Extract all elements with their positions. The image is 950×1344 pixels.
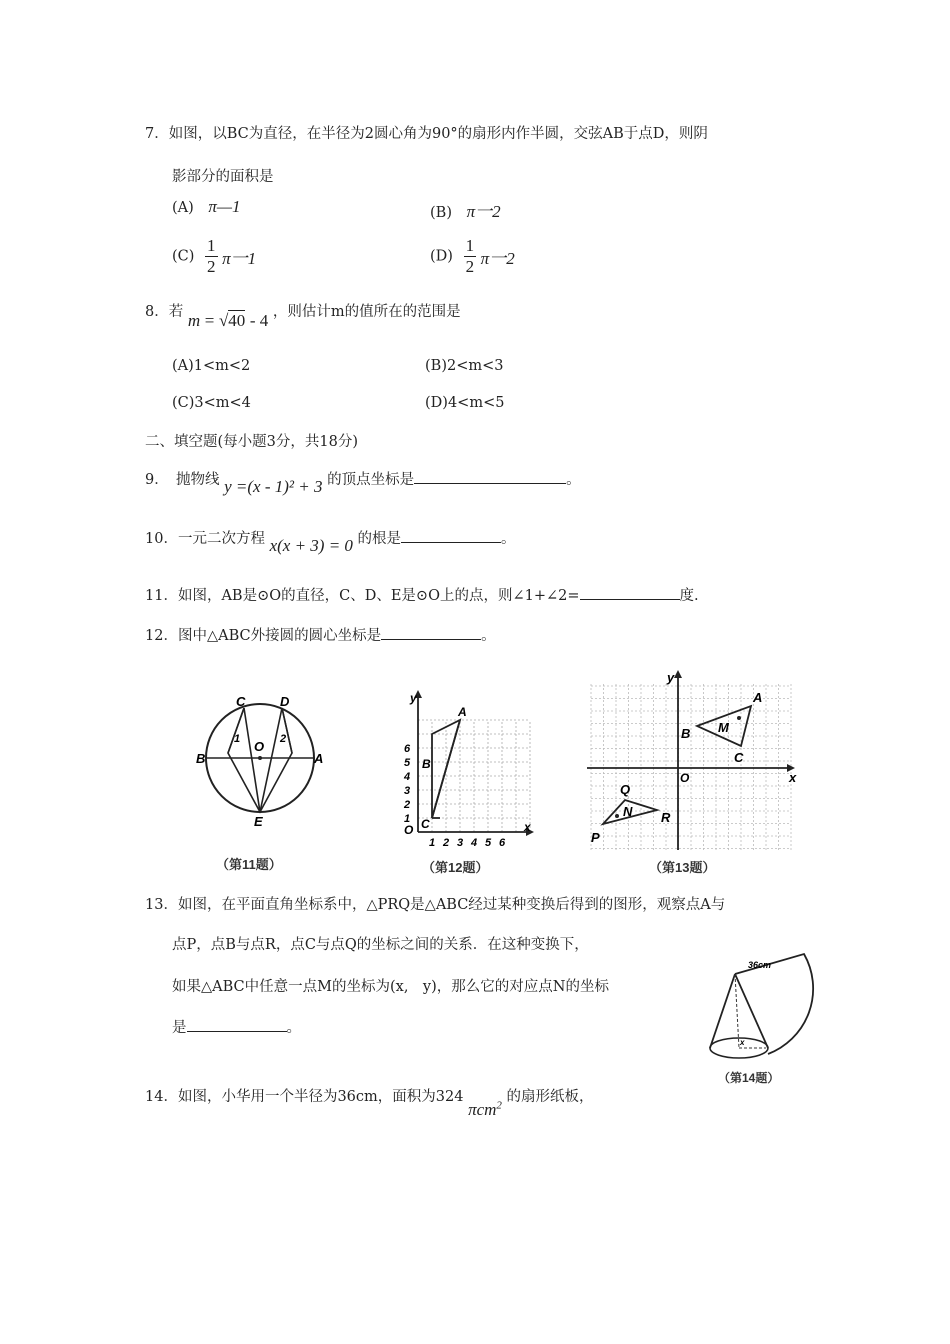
- angle-1: 1: [234, 733, 241, 745]
- q10-end: 。: [501, 531, 516, 547]
- chord-de: [260, 708, 282, 812]
- label-b: B: [196, 751, 206, 766]
- q7-line1: 7．如图，以BC为直径，在半径为2圆心角为90°的扇形内作半圆，交弦AB于点D，则阴: [145, 126, 708, 142]
- chord-cb: [228, 708, 244, 753]
- q14-text: 14．如图，小华用一个半径为36cm，面积为324: [145, 1089, 464, 1105]
- label-q: Q: [620, 782, 631, 797]
- x-tick-label: 1: [429, 837, 436, 849]
- label-c: C: [734, 750, 744, 765]
- q9-suffix: 的顶点坐标是: [327, 472, 415, 488]
- label-b: B: [681, 726, 691, 741]
- y-tick-label: 3: [404, 785, 411, 797]
- label-a: A: [753, 690, 763, 705]
- q7-option-a: [172, 197, 241, 217]
- label-m: M: [718, 720, 729, 735]
- y-tick-labels: [403, 743, 411, 825]
- q7-line2: 影部分的面积是: [172, 169, 274, 185]
- grid: [418, 720, 530, 832]
- fraction-denominator: 2: [207, 257, 216, 276]
- answer-blank[interactable]: [401, 528, 501, 543]
- sqrt-icon: √40: [218, 311, 246, 330]
- label-b: B: [422, 757, 431, 771]
- x-tick-labels: [429, 837, 506, 849]
- x-tick-label: 4: [471, 837, 478, 849]
- chord-da: [282, 708, 292, 753]
- point-m: [737, 716, 741, 720]
- x-tick-label: 6: [499, 837, 506, 849]
- q8-m: m: [187, 311, 201, 330]
- label-e: E: [254, 814, 263, 829]
- unit-exponent: 2: [496, 1099, 502, 1112]
- q13-line4: [172, 1016, 301, 1037]
- q13-prefix: 是: [172, 1020, 187, 1036]
- q8-prefix: 8．若: [145, 304, 184, 320]
- slant-label: 36cm: [748, 960, 772, 970]
- figure-13: [583, 664, 805, 878]
- label-n: N: [623, 804, 633, 819]
- x-tick-label: 5: [485, 837, 492, 849]
- caption-13: （第13题）: [649, 860, 716, 875]
- point-n: [615, 814, 619, 818]
- fraction-denominator: 2: [465, 257, 475, 276]
- q12-text: 12．图中△ABC外接圆的圆心坐标是: [145, 628, 382, 644]
- figure-14: [700, 948, 820, 1090]
- cone-right-edge: [735, 974, 768, 1048]
- option-value: π一2: [466, 202, 501, 221]
- q10-formula: x(x + 3) = 0: [269, 536, 353, 555]
- q11-end: 度.: [679, 588, 699, 604]
- q14-unit: [468, 1100, 502, 1119]
- q7-option-b: [430, 197, 501, 222]
- option-value: π一1: [222, 249, 257, 268]
- answer-blank[interactable]: [414, 469, 566, 484]
- y-tick-label: 1: [404, 813, 411, 825]
- label-p: P: [591, 830, 600, 845]
- q9-end: 。: [566, 472, 581, 488]
- answer-blank[interactable]: [580, 585, 680, 600]
- section-heading: 二、填空题(每小题3分，共18分): [145, 434, 358, 450]
- x-tick-label: 3: [457, 837, 464, 849]
- option-label: (C): [172, 248, 195, 265]
- y-tick-label: 6: [404, 743, 411, 755]
- label-a: A: [458, 705, 467, 719]
- x-tick-label: 2: [443, 837, 450, 849]
- y-tick-label: 2: [404, 799, 411, 811]
- cone-height: [735, 974, 739, 1048]
- q10-suffix: 的根是: [357, 531, 402, 547]
- q8-option-c: (C)3<m<4: [172, 395, 251, 411]
- cone-left-edge: [710, 974, 735, 1048]
- figure-12: [396, 688, 541, 880]
- radius-label: x: [740, 1038, 745, 1047]
- option-value: π—1: [208, 197, 241, 216]
- angle-2: 2: [280, 733, 287, 745]
- caption-12: （第12题）: [422, 860, 489, 875]
- q8-option-b: (B)2<m<3: [425, 358, 504, 374]
- option-label: (B): [430, 205, 452, 221]
- q7-option-d: [430, 236, 515, 277]
- figure-11: [196, 672, 336, 882]
- label-c: C: [421, 817, 430, 831]
- q8-radicand: 40: [228, 311, 246, 330]
- origin-label: O: [680, 771, 690, 785]
- x-axis-label: x: [524, 820, 531, 834]
- center-dot: [258, 756, 262, 760]
- y-axis-label: y: [410, 691, 417, 705]
- q14-suffix: 的扇形纸板，: [506, 1089, 594, 1105]
- q13-end: 。: [286, 1020, 301, 1036]
- q8-option-d: (D)4<m<5: [425, 395, 505, 411]
- fraction: [464, 236, 477, 277]
- caption-11: （第11题）: [216, 857, 282, 872]
- q13-line3: 如果△ABC中任意一点M的坐标为(x, y)，那么它的对应点N的坐标: [172, 979, 609, 995]
- q8-eq: =: [204, 311, 215, 330]
- q11-text: 11．如图，AB是⊙O的直径，C、D、E是⊙O上的点，则∠1+∠2=: [145, 588, 580, 604]
- q8-minus: - 4: [249, 311, 269, 330]
- fraction-numerator: 1: [465, 236, 475, 255]
- label-r: R: [661, 810, 671, 825]
- y-tick-label: 5: [404, 757, 411, 769]
- q8-stem: [145, 300, 461, 330]
- fraction-numerator: 1: [207, 236, 216, 255]
- q12-end: 。: [481, 628, 496, 644]
- grid: [591, 684, 791, 850]
- label-a: A: [314, 751, 324, 766]
- label-o: O: [254, 739, 265, 754]
- q13-line2: 点P，点B与点R，点C与点Q的坐标之间的关系．在这种变换下，: [172, 937, 589, 953]
- q8-suffix: ，则估计m的值所在的范围是: [272, 304, 461, 320]
- q14: [145, 1085, 594, 1119]
- y-axis-arrow-icon: [674, 670, 682, 678]
- q9-prefix: 9． 抛物线: [145, 472, 220, 488]
- q12: [145, 624, 496, 645]
- option-value: π一2: [480, 249, 515, 268]
- y-tick-label: 4: [404, 771, 411, 783]
- answer-blank[interactable]: [187, 1017, 287, 1032]
- q9: [145, 468, 581, 496]
- label-d: D: [280, 694, 290, 709]
- answer-blank[interactable]: [381, 625, 481, 640]
- option-label: (D): [430, 248, 453, 265]
- q13-line1: 13．如图，在平面直角坐标系中，△PRQ是△ABC经过某种变换后得到的图形，观察点A与: [145, 897, 726, 913]
- y-axis-label: y: [667, 670, 675, 685]
- q7-option-c: [172, 236, 256, 277]
- fraction: [205, 236, 218, 277]
- origin-label: O: [404, 823, 414, 837]
- q9-formula: y =(x - 1)² + 3: [224, 477, 323, 496]
- q10-prefix: 10．一元二次方程: [145, 531, 265, 547]
- unit-text: πcm: [468, 1100, 497, 1119]
- label-c: C: [236, 694, 246, 709]
- option-label: (A): [172, 200, 194, 216]
- q8-option-a: (A)1<m<2: [172, 358, 251, 374]
- q11: [145, 584, 699, 605]
- x-axis-label: x: [789, 770, 797, 785]
- caption-14: （第14题）: [718, 1071, 780, 1085]
- q10: [145, 527, 516, 555]
